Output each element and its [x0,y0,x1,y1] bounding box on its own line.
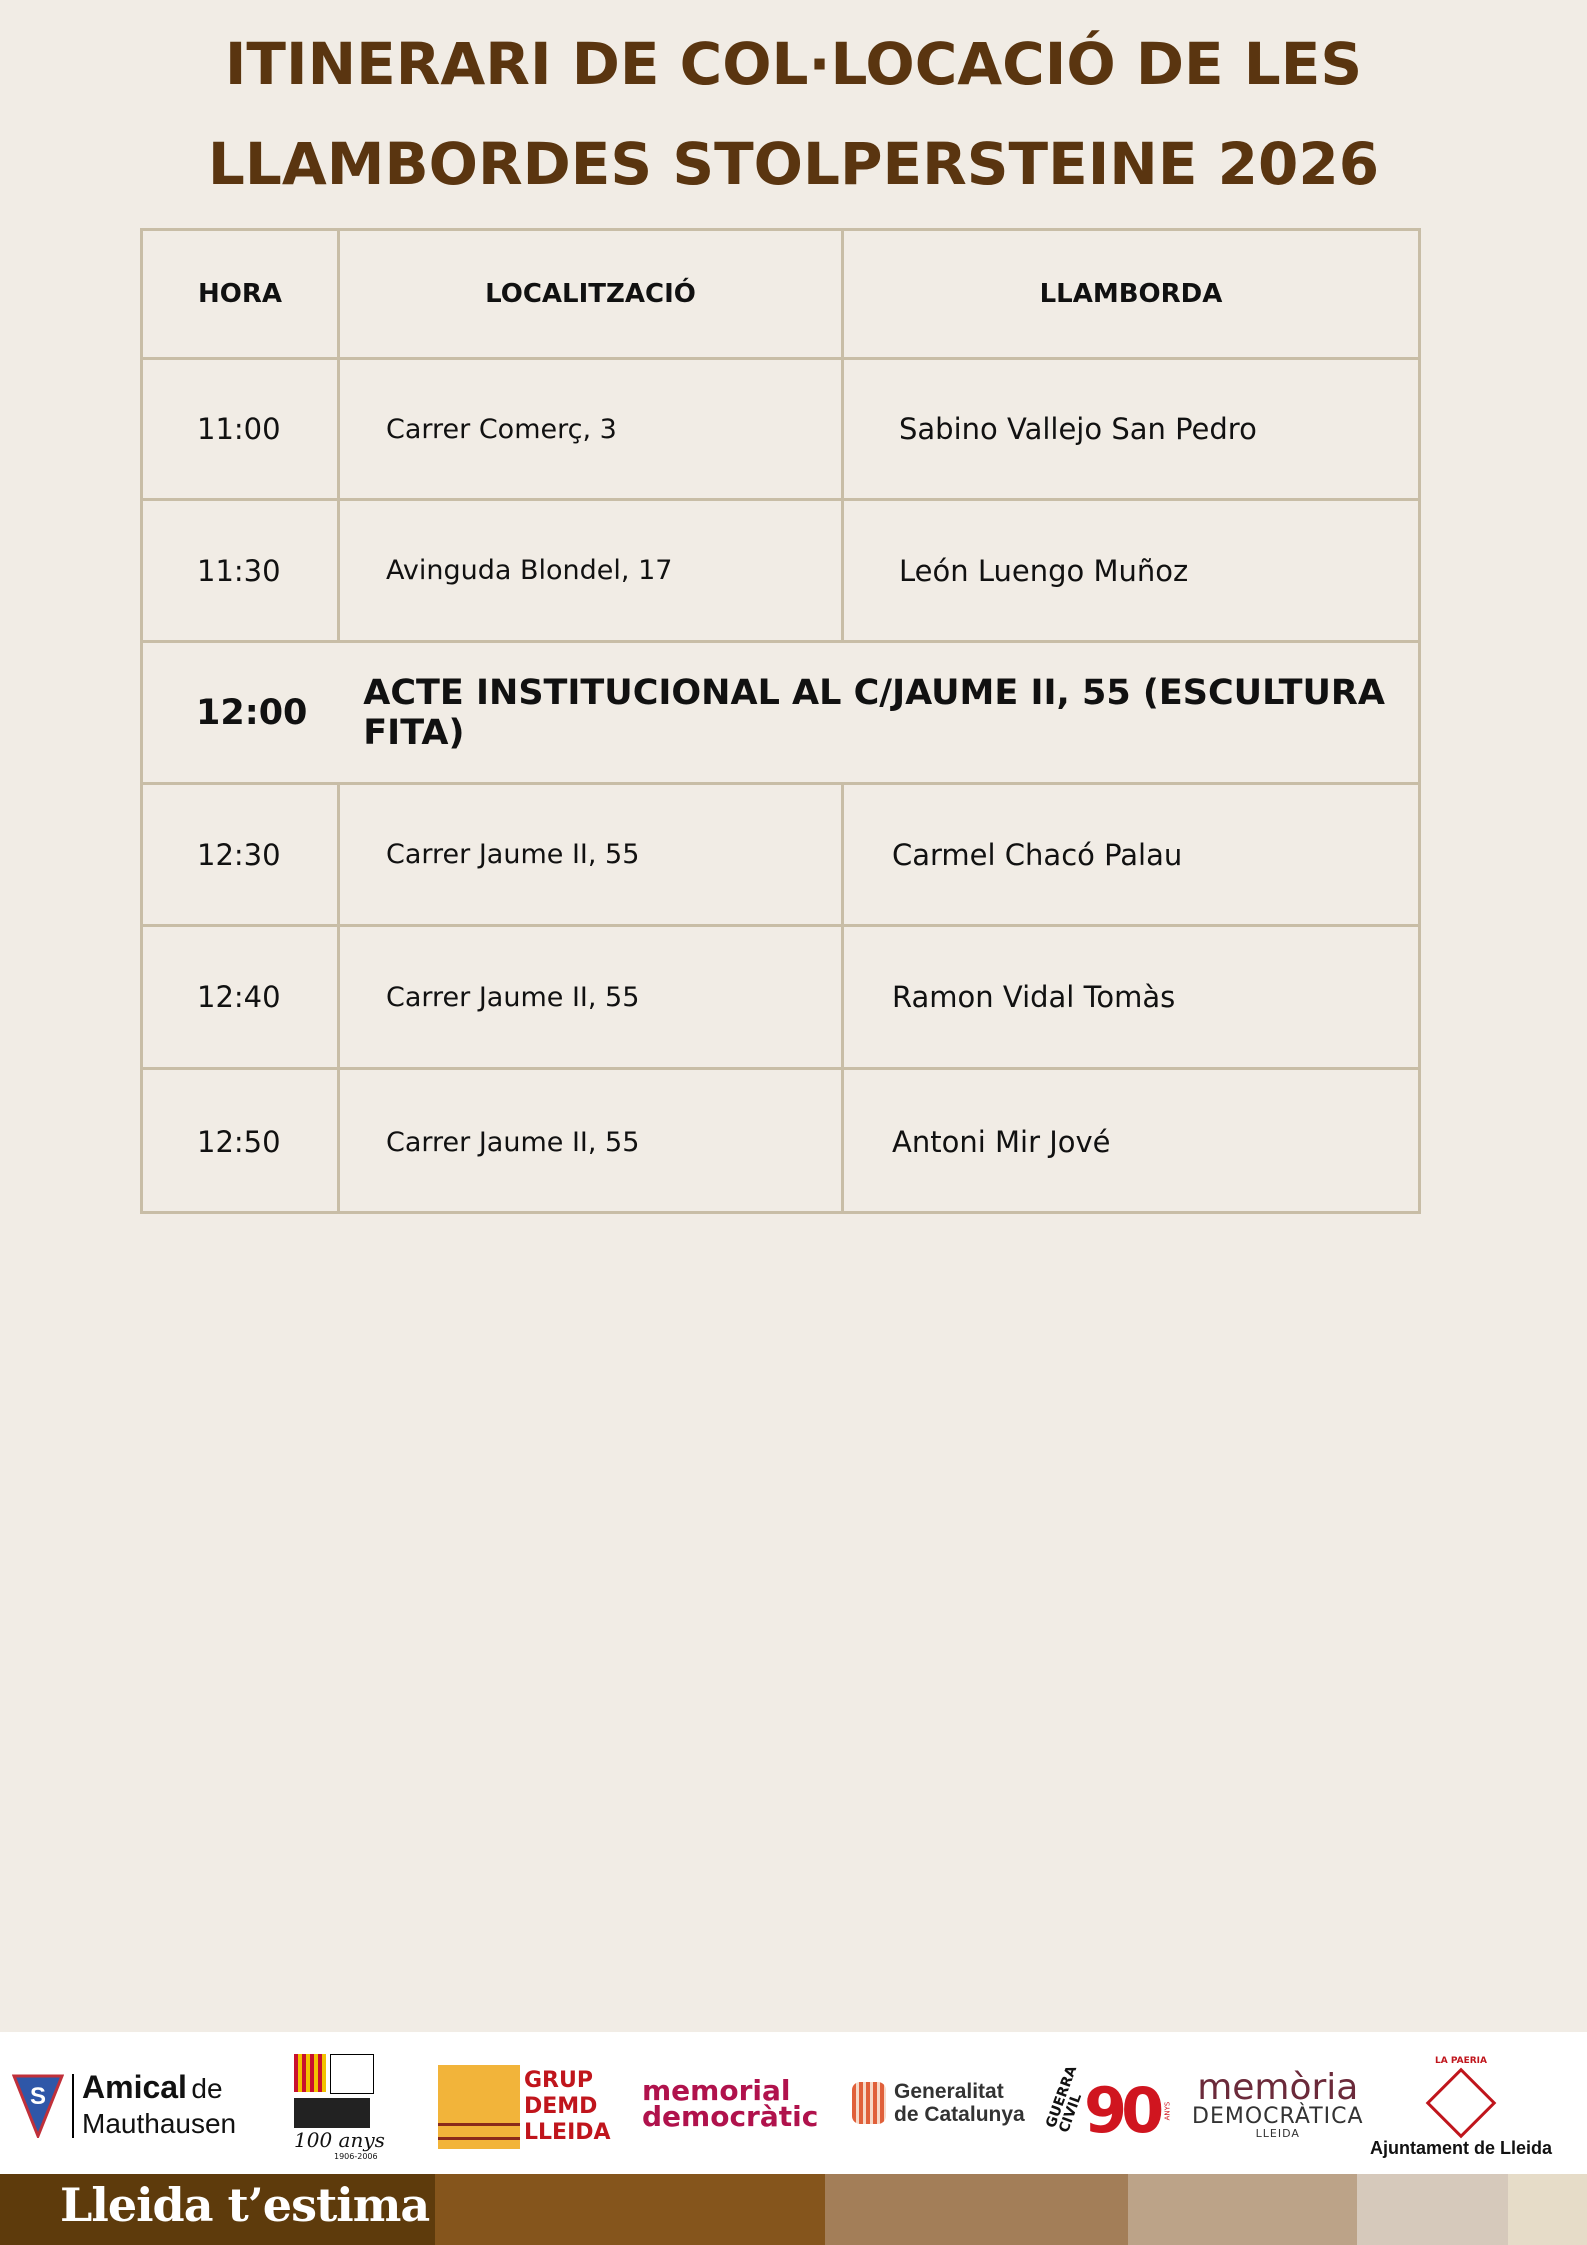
paeria-lleida-logo: LA PAERIA Ajuntament de Lleida [1370,2056,1553,2158]
stone-name: Sabino Vallejo San Pedro [899,412,1257,446]
memorial-democratic-logo: memorial democràtic [642,2074,819,2133]
triangle-badge-icon [12,2074,64,2138]
table-row [143,501,1418,643]
title-line-1: ITINERARI DE COL·LOCACIÓ DE LES [224,30,1363,98]
table-row [143,785,1418,927]
time: 11:00 [143,360,340,498]
generalitat-logo: Generalitat de Catalunya [852,2080,1025,2126]
title-line-2: LLAMBORDES STOLPERSTEINE 2026 [207,130,1380,198]
svg-text:S: S [29,2082,47,2110]
lleida-testima-slogan: Lleida t’estima [60,2178,430,2232]
table-row [143,927,1418,1070]
event-text: ACTE INSTITUCIONAL AL C/JAUME II, 55 (ESCULTURA FITA) [363,672,1385,753]
footer-color-band [435,2174,825,2245]
footer-color-band [1357,2174,1508,2245]
time: 12:40 [143,927,340,1067]
header-hora: HORA [143,231,340,357]
schedule-table [140,228,1421,1214]
stone-name: Carmel Chacó Palau [892,837,1183,872]
location: Carrer Jaume II, 55 [340,1070,844,1214]
table-header-row [143,231,1418,360]
footer-color-band [1128,2174,1357,2245]
location: Carrer Jaume II, 55 [340,927,844,1067]
event-row [143,643,1418,785]
sponsor-logos [0,2032,1587,2174]
stone-name: Antoni Mir Jové [892,1125,1111,1159]
guerra-civil-90-logo: GUERRA CIVIL 90 ANYS [1043,2063,1172,2147]
time: 11:30 [143,501,340,640]
location: Avinguda Blondel, 17 [340,501,844,640]
header-llamborda: LLAMBORDA [1039,279,1223,309]
paeria-emblem-icon [1426,2068,1497,2139]
memoria-democratica-lleida-logo: memòria DEMOCRÀTICA LLEIDA [1192,2067,1364,2140]
orfeo-100-anys-logo: 100 anys 1906-2006 [294,2054,414,2164]
amical-mauthausen-logo: S Amical de Mauthausen [12,2072,236,2139]
senyera-icon [852,2082,886,2124]
location: Carrer Jaume II, 55 [340,785,844,924]
location: Carrer Comerç, 3 [340,360,844,498]
table-row [143,1070,1418,1214]
grup-demd-lleida-logo: GRUP DEMD LLEIDA [438,2065,611,2149]
time: 12:30 [143,785,340,924]
table-row [143,360,1418,501]
event-time: 12:00 [196,692,308,733]
footer-color-band [825,2174,1128,2245]
time: 12:50 [143,1070,340,1214]
stone-name: Ramon Vidal Tomàs [892,980,1176,1014]
stone-name: León Luengo Muñoz [899,553,1189,588]
footer-color-band [1508,2174,1587,2245]
header-localitzacio: LOCALITZACIÓ [340,231,844,357]
